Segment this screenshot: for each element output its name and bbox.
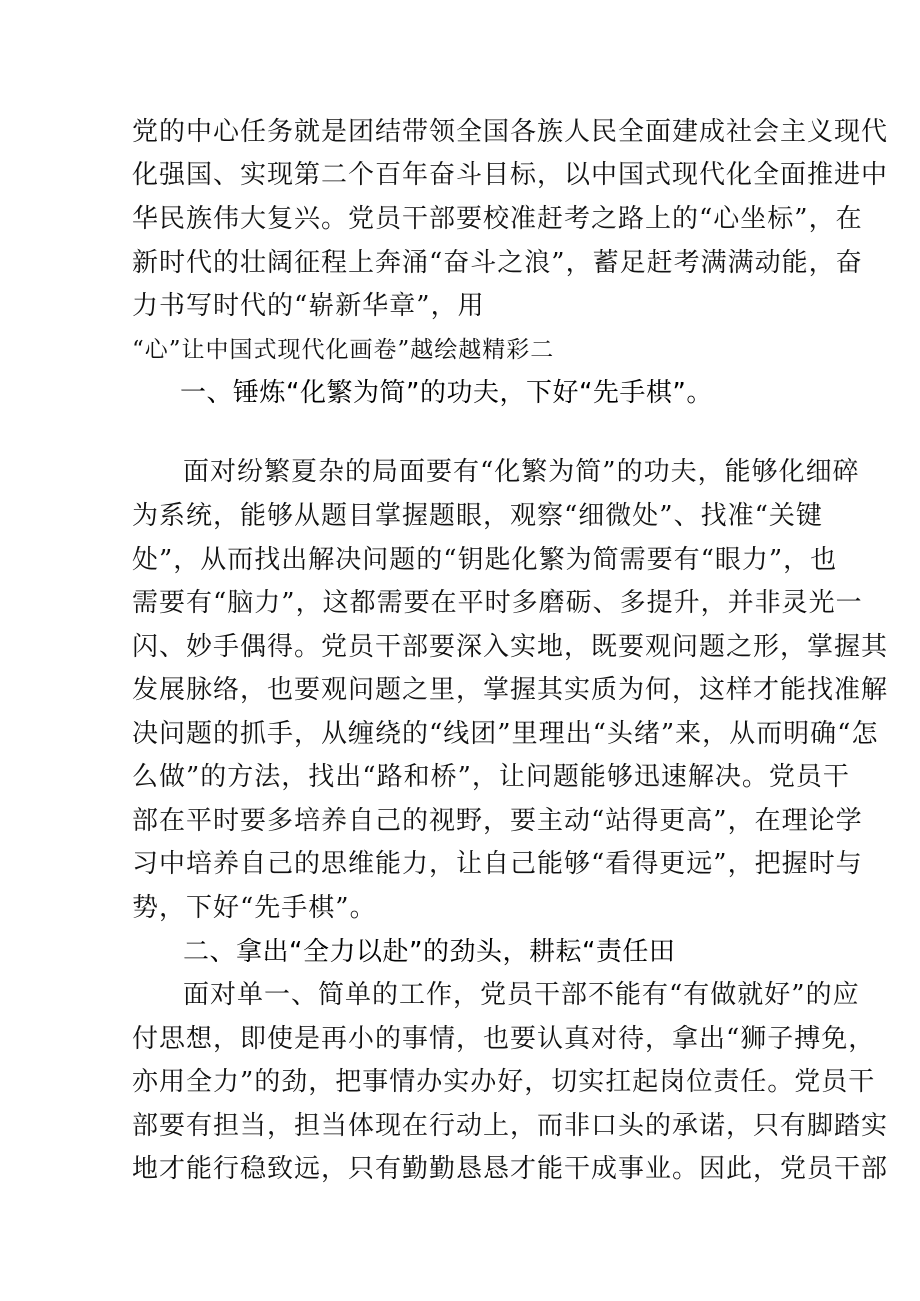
section-1-line-5: 闪、妙手偶得。党员干部要深入实地，既要观问题之形，掌握其 <box>132 632 889 662</box>
section-2-line-3: 亦用全力”的劲，把事情办实办好，切实扛起岗位责任。党员干 <box>132 1067 876 1097</box>
section-1-line-3: 处”，从而找出解决问题的“钥匙化繁为简需要有“眼力”，也 <box>132 545 838 575</box>
section-1-line-2: 为系统，能够从题目掌握题眼，观察“细微处”、找准“关键 <box>132 501 823 531</box>
section-1-line-7: 决问题的抓手，从缠绕的“线团”里理出“头绪”来，从而明确“怎 <box>132 719 879 749</box>
intro-line-2: 化强国、实现第二个百年奋斗目标，以中国式现代化全面推进中 <box>132 160 889 190</box>
intro-line-5: 力书写时代的“崭新华章”，用 <box>132 291 485 321</box>
section-1-line-11: 势，下好“先手棋”。 <box>132 893 377 923</box>
intro-line-6: “心”让中国式现代化画卷”越绘越精彩二 <box>132 337 555 363</box>
section-1-line-4: 需要有“脑力”，这都需要在平时多磨砺、多提升，并非灵光一 <box>132 588 863 618</box>
section-2-line-5: 地才能行稳致远，只有勤勤恳恳才能干成事业。因此，党员干部 <box>132 1154 889 1184</box>
section-1-line-9: 部在平时要多培养自己的视野，要主动“站得更高”，在理论学 <box>132 806 863 836</box>
section-2-heading: 二、拿出“全力以赴”的劲头，耕耘“责任田 <box>183 937 676 967</box>
section-2-line-2: 付思想，即使是再小的事情，也要认真对待，拿出“狮子搏免， <box>132 1024 876 1054</box>
section-1-line-1: 面对纷繁夏杂的局面要有“化繁为简”的功夫，能够化细碎 <box>183 457 860 487</box>
intro-line-3: 华民族伟大复兴。党员干部要校准赶考之路上的“心坐标”，在 <box>132 204 863 234</box>
intro-line-1: 党的中心任务就是团结带领全国各族人民全面建成社会主义现代 <box>132 117 889 147</box>
section-1-line-10: 习中培养自己的思维能力，让自己能够“看得更远”，把握时与 <box>132 849 863 879</box>
intro-line-4: 新时代的壮阔征程上奔涌“奋斗之浪”，蓄足赶考满满动能，奋 <box>132 248 863 278</box>
section-1-line-6: 发展脉络，也要观问题之里，掌握其实质为何，这样才能找准解 <box>132 675 889 705</box>
section-1-heading: 一、锤炼“化繁为简”的功夫，下好“先手棋”。 <box>180 378 713 408</box>
section-1-line-8: 么做”的方法，找出“路和桥”，让问题能够迅速解决。党员干 <box>132 762 850 792</box>
section-2-line-4: 部要有担当，担当体现在行动上，而非口头的承诺，只有脚踏实 <box>132 1111 889 1141</box>
section-2-line-1: 面对单一、简单的工作，党员干部不能有“有做就好”的应 <box>183 980 860 1010</box>
